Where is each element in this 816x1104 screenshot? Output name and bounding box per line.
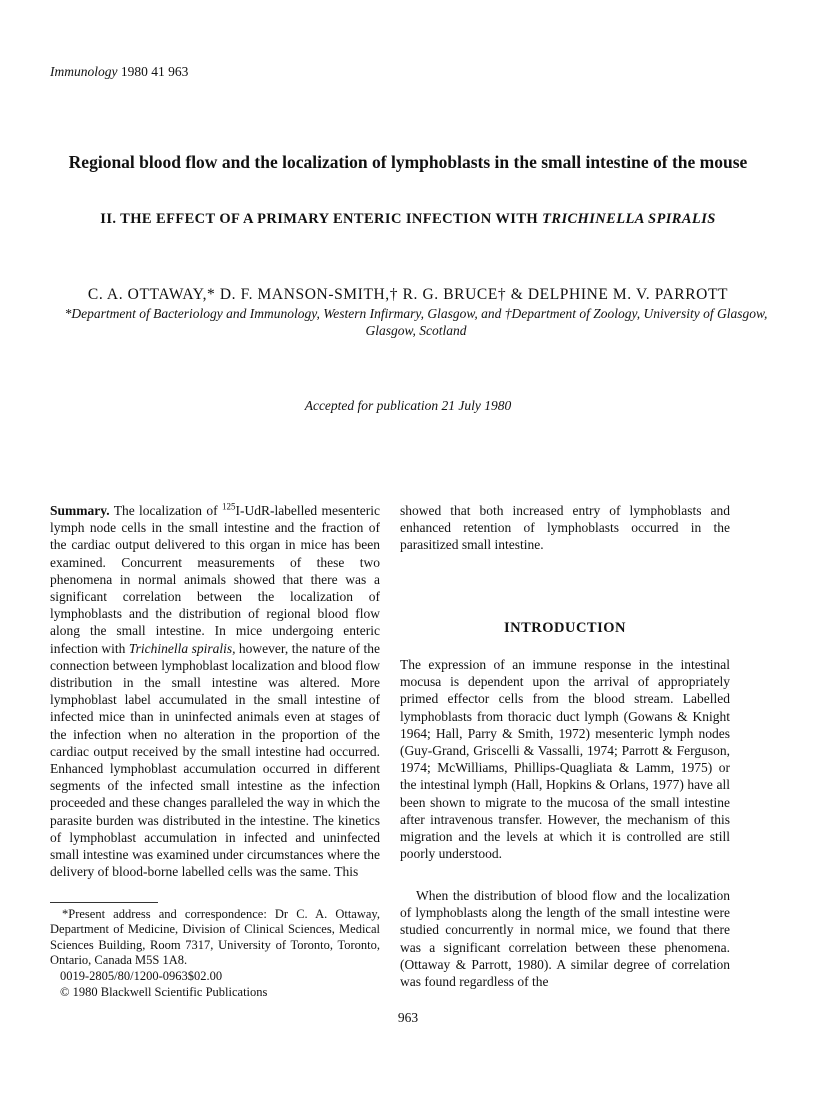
publication-codes — [60, 969, 267, 1000]
introduction-heading: INTRODUCTION — [503, 620, 626, 636]
page-number: 963 — [397, 1010, 419, 1025]
summary-text-3: however, the nature of the connection between lymphoblast localization and blood flow distribution in the small intestine was altered. More lymphoblast label accumulated in the small intestine of infected mice than in uninfected animals even at stages of the infection when no alteration in the proportion of the cardiac output received by the small intestine had occurred. Enhanced lymphoblast accumulation occurred in different segments of the infected small intestine as the infection proceeded and these changes paralleled the way in which the parasite burden was distributed in the intestine. The kinetics of lymphoblast accumulation in infected and uninfected small intestine was examined under circumstances where the delivery of blood-borne labelled cells was the same. This — [50, 640, 380, 880]
paper-subtitle — [40, 211, 776, 228]
introduction-paragraph-2: When the distribution of blood flow and the localization of lymphoblasts along the length of the small intestine were studied concurrently in normal mice, we found that there was a significant correlation between these phenomena. (Ottaway & Parrott, 1980). A similar degree of correlation was found regardless of the — [400, 888, 730, 990]
introduction-paragraph-1: The expression of an immune response in the intestinal mocusa is dependent upon the arrival of appropriately primed effector cells from the blood stream. Labelled lymphoblasts from thoracic duct lymph (Gowans & Knight 1964; Hall, Parry & Smith, 1972) mesenteric lymph nodes (Guy-Grand, Griscelli & Vassalli, 1974; Parrott & Ferguson, 1974; McWilliams, Phillips-Quagliata & Lamm, 1975) or the intestinal lymph (Hall, Hopkins & Orlans, 1977) have all been shown to migrate to the mucosa of the small intestine after intravenous transfer. However, the mechanism of this migration and the levels at which it is controlled are still poorly understood. — [400, 657, 730, 862]
summary-left-column — [50, 502, 380, 880]
subtitle-organism: TRICHINELLA SPIRALIS — [542, 211, 716, 227]
correspondence-footnote: *Present address and correspondence: Dr C. A. Ottaway, Department of Medicine, Division of Clinical Sciences, Medical Sciences Building, Room 7317, University of Toronto, Toronto, Ontario, Canada M5S 1A8. — [50, 907, 380, 968]
summary-label: Summary. — [50, 503, 110, 518]
issn-code: 0019-2805/80/1200-0963$02.00 — [60, 969, 223, 983]
accepted-date: Accepted for publication 21 July 1980 — [304, 398, 512, 413]
journal-volume-page: 1980 41 963 — [120, 64, 189, 79]
author-list: C. A. OTTAWAY,* D. F. MANSON-SMITH,† R. G. BRUCE† & DELPHINE M. V. PARROTT — [87, 286, 729, 303]
copyright-line: © 1980 Blackwell Scientific Publications — [60, 984, 268, 999]
summary-right-column: showed that both increased entry of lymphoblasts and enhanced retention of lymphoblasts occurred in the parasitized small intestine. — [400, 503, 730, 553]
isotope-superscript: 125 — [221, 501, 236, 512]
journal-citation — [50, 64, 188, 80]
subtitle-prefix: II. THE EFFECT OF A PRIMARY ENTERIC INFECTION WITH — [100, 211, 543, 227]
paper-title: Regional blood flow and the localization of lymphoblasts in the small intestine of the mouse — [68, 152, 748, 172]
summary-text-2: I-UdR-labelled mesenteric lymph node cells in the small intestine and the fraction of the cardiac output delivered to this organ in mice has been examined. Concurrent measurements of these two phenomena in normal animals showed that there was a significant correlation between the localization of lymphoblasts and the distribution of regional blood flow along the small intestine. In mice undergoing enteric infection with — [50, 503, 380, 656]
species-name: Trichinella spiralis, — [128, 640, 236, 656]
summary-text-1: The localization of — [109, 503, 222, 518]
affiliations: *Department of Bacteriology and Immunology, Western Infirmary, Glasgow, and †Department of Zoology, University of Glasgow, Glasgow, Scotland — [64, 306, 768, 338]
journal-name: Immunology — [50, 64, 118, 79]
footnote-divider — [50, 902, 158, 903]
summary-paragraph — [50, 502, 380, 880]
